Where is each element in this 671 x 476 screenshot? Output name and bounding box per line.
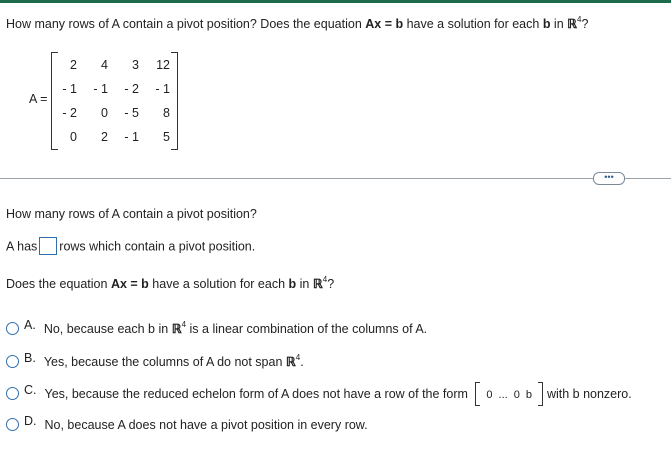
row-vector: 0 ... 0 b bbox=[475, 387, 543, 401]
option-a[interactable]: A. No, because each b in ℝ$^4$ is a linear combination of the columns of A. bbox=[6, 321, 427, 336]
matrix-cell: 12 bbox=[156, 58, 170, 72]
matrix-cell: 4 bbox=[101, 58, 108, 72]
sub-question-pivot-rows: How many rows of A contain a pivot position? bbox=[6, 207, 257, 221]
matrix-cell: 0 bbox=[101, 106, 108, 120]
matrix-cell: 8 bbox=[163, 106, 170, 120]
matrix-cell: 0 bbox=[70, 130, 77, 144]
matrix-cell: - 2 bbox=[124, 82, 139, 96]
matrix-cell: - 1 bbox=[124, 130, 139, 144]
matrix-right-bracket bbox=[171, 52, 178, 150]
radio-option-b[interactable] bbox=[6, 355, 19, 368]
option-b[interactable]: B. Yes, because the columns of A do not span ℝ$^4$. bbox=[6, 354, 304, 369]
matrix-cell: - 5 bbox=[124, 106, 139, 120]
matrix-cell: 2 bbox=[101, 130, 108, 144]
pivot-count-input[interactable] bbox=[39, 237, 57, 255]
matrix-cell: 5 bbox=[163, 130, 170, 144]
matrix-cell: 3 bbox=[132, 58, 139, 72]
matrix-cell: - 2 bbox=[62, 106, 77, 120]
matrix-cell: - 1 bbox=[155, 82, 170, 96]
option-c[interactable]: C. Yes, because the reduced echelon form of A does not have a row of the form 0 ... 0 b with b nonzero. bbox=[6, 387, 632, 401]
radio-option-d[interactable] bbox=[6, 418, 19, 431]
top-accent-bar bbox=[0, 0, 671, 3]
radio-option-c[interactable] bbox=[6, 387, 19, 400]
option-d[interactable]: D. No, because A does not have a pivot position in every row. bbox=[6, 418, 368, 432]
question-text: How many rows of A contain a pivot position? Does the equation Ax = b have a solution for each b in ℝ$^4$? bbox=[6, 15, 589, 32]
matrix-cell: 2 bbox=[70, 58, 77, 72]
section-divider bbox=[0, 178, 671, 179]
sub-question-solution: Does the equation Ax = b have a solution for each b in ℝ$^4$? bbox=[6, 275, 335, 292]
matrix-cell: - 1 bbox=[62, 82, 77, 96]
radio-option-a[interactable] bbox=[6, 322, 19, 335]
answer-line: A has rows which contain a pivot position. bbox=[6, 238, 255, 256]
matrix-cell: - 1 bbox=[93, 82, 108, 96]
more-options-button[interactable]: ••• bbox=[593, 172, 625, 185]
matrix-label: A = bbox=[29, 92, 48, 106]
